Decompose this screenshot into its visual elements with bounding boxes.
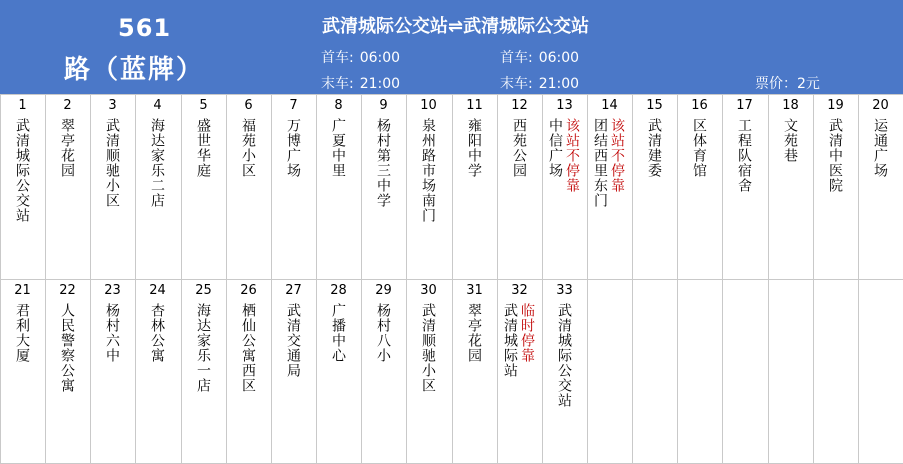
first-bus-label: 首车: — [500, 50, 533, 66]
stop-name: 杏林公寓 — [149, 303, 165, 363]
stop-name: 西苑公园 — [511, 118, 527, 178]
stop-number: 31 — [466, 283, 483, 298]
grid-line — [90, 94, 91, 464]
stop-name: 盛世华庭 — [195, 118, 211, 178]
route-number: 561 — [118, 14, 172, 42]
stop-name: 武清城际站 — [502, 303, 518, 378]
stop-number: 16 — [691, 98, 708, 113]
grid-line — [722, 94, 723, 464]
grid-line — [271, 94, 272, 464]
stop-name: 武清城际公交站 — [556, 303, 572, 408]
stop-name: 文苑巷 — [782, 118, 798, 163]
stop-name: 君利大厦 — [14, 303, 30, 363]
stop-name: 区体育馆 — [691, 118, 707, 178]
stop-name: 中信广场 — [547, 118, 563, 178]
stop-name: 武清中医院 — [827, 118, 843, 193]
stop-name: 雍阳中学 — [466, 118, 482, 178]
stop-number: 21 — [14, 283, 31, 298]
stop-name: 武清城际公交站 — [14, 118, 30, 223]
stop-number: 2 — [63, 98, 72, 113]
stop-name: 翠亭花园 — [59, 118, 75, 178]
grid-line — [497, 94, 498, 464]
first-bus-label: 首车: — [321, 50, 354, 66]
last-bus-info-2 — [500, 73, 579, 93]
grid-line — [135, 94, 136, 464]
stop-number: 14 — [601, 98, 618, 113]
stop-note: 临时停靠 — [519, 303, 535, 363]
stop-number: 22 — [59, 283, 76, 298]
stop-number: 30 — [420, 283, 437, 298]
stop-name: 武清顺驰小区 — [420, 303, 436, 393]
stop-number: 20 — [872, 98, 889, 113]
grid-line — [0, 94, 1, 464]
stop-name: 杨村六中 — [104, 303, 120, 363]
stop-number: 17 — [736, 98, 753, 113]
grid-line — [316, 94, 317, 464]
stop-number: 23 — [104, 283, 121, 298]
route-direction: 武清城际公交站⇌武清城际公交站 — [322, 16, 590, 37]
stop-number: 29 — [375, 283, 392, 298]
stop-name: 团结西里东门 — [592, 118, 608, 208]
route-name: 路（蓝牌） — [64, 55, 205, 85]
grid-line — [226, 94, 227, 464]
stop-name: 万博广场 — [285, 118, 301, 178]
grid-line — [632, 94, 633, 464]
stop-number: 4 — [153, 98, 162, 113]
grid-line — [452, 94, 453, 464]
grid-line — [768, 94, 769, 464]
stop-number: 10 — [420, 98, 437, 113]
grid-line — [181, 94, 182, 464]
grid-line — [813, 94, 814, 464]
stop-number: 3 — [108, 98, 117, 113]
stop-number: 25 — [195, 283, 212, 298]
grid-line — [542, 94, 543, 464]
first-bus-info-2 — [500, 47, 579, 67]
stop-number: 28 — [330, 283, 347, 298]
grid-line — [677, 94, 678, 464]
stop-number: 1 — [18, 98, 27, 113]
stop-name: 海达家乐二店 — [149, 118, 165, 208]
stop-number: 7 — [289, 98, 298, 113]
stop-name: 武清交通局 — [285, 303, 301, 378]
grid-line — [361, 94, 362, 464]
stop-number: 33 — [556, 283, 573, 298]
stop-name: 广播中心 — [330, 303, 346, 363]
stop-name: 人民警察公寓 — [59, 303, 75, 393]
stop-note: 该站不停靠 — [564, 118, 580, 193]
grid-line — [587, 94, 588, 464]
stop-name: 工程队宿舍 — [736, 118, 752, 193]
stop-name: 福苑小区 — [240, 118, 256, 178]
last-bus-label: 末车: — [500, 76, 533, 92]
grid-line — [45, 94, 46, 464]
stop-name: 泉州路市场南门 — [420, 118, 436, 223]
stop-name: 海达家乐一店 — [195, 303, 211, 393]
first-bus-time: 06:00 — [538, 50, 580, 66]
stop-name: 武清建委 — [646, 118, 662, 178]
stop-number: 11 — [466, 98, 483, 113]
stop-number: 18 — [782, 98, 799, 113]
stop-number: 19 — [827, 98, 844, 113]
last-bus-label: 末车: — [321, 76, 354, 92]
stop-number: 5 — [199, 98, 208, 113]
first-bus-time: 06:00 — [359, 50, 401, 66]
stop-number: 26 — [240, 283, 257, 298]
stop-name: 杨村八小 — [375, 303, 391, 363]
last-bus-time: 21:00 — [359, 76, 401, 92]
last-bus-time: 21:00 — [538, 76, 580, 92]
stop-name: 杨村第三中学 — [375, 118, 391, 208]
grid-line — [858, 94, 859, 464]
stop-name: 武清顺驰小区 — [104, 118, 120, 208]
stop-grid — [0, 94, 903, 464]
last-bus-info-1 — [321, 73, 400, 93]
stop-number: 27 — [285, 283, 302, 298]
stop-number: 32 — [511, 283, 528, 298]
grid-line — [406, 94, 407, 464]
stop-number: 24 — [149, 283, 166, 298]
first-bus-info-1 — [321, 47, 400, 67]
stop-number: 12 — [511, 98, 528, 113]
stop-number: 6 — [244, 98, 253, 113]
stop-number: 15 — [646, 98, 663, 113]
fare-info: 票价：2元 — [755, 76, 820, 92]
stop-number: 8 — [334, 98, 343, 113]
stop-name: 广夏中里 — [330, 118, 346, 178]
stop-name: 翠亭花园 — [466, 303, 482, 363]
stop-name: 栖仙公寓西区 — [240, 303, 256, 393]
stop-number: 13 — [556, 98, 573, 113]
stop-name: 运通广场 — [872, 118, 888, 178]
stop-number: 9 — [379, 98, 388, 113]
stop-note: 该站不停靠 — [609, 118, 625, 193]
route-header — [0, 0, 903, 94]
